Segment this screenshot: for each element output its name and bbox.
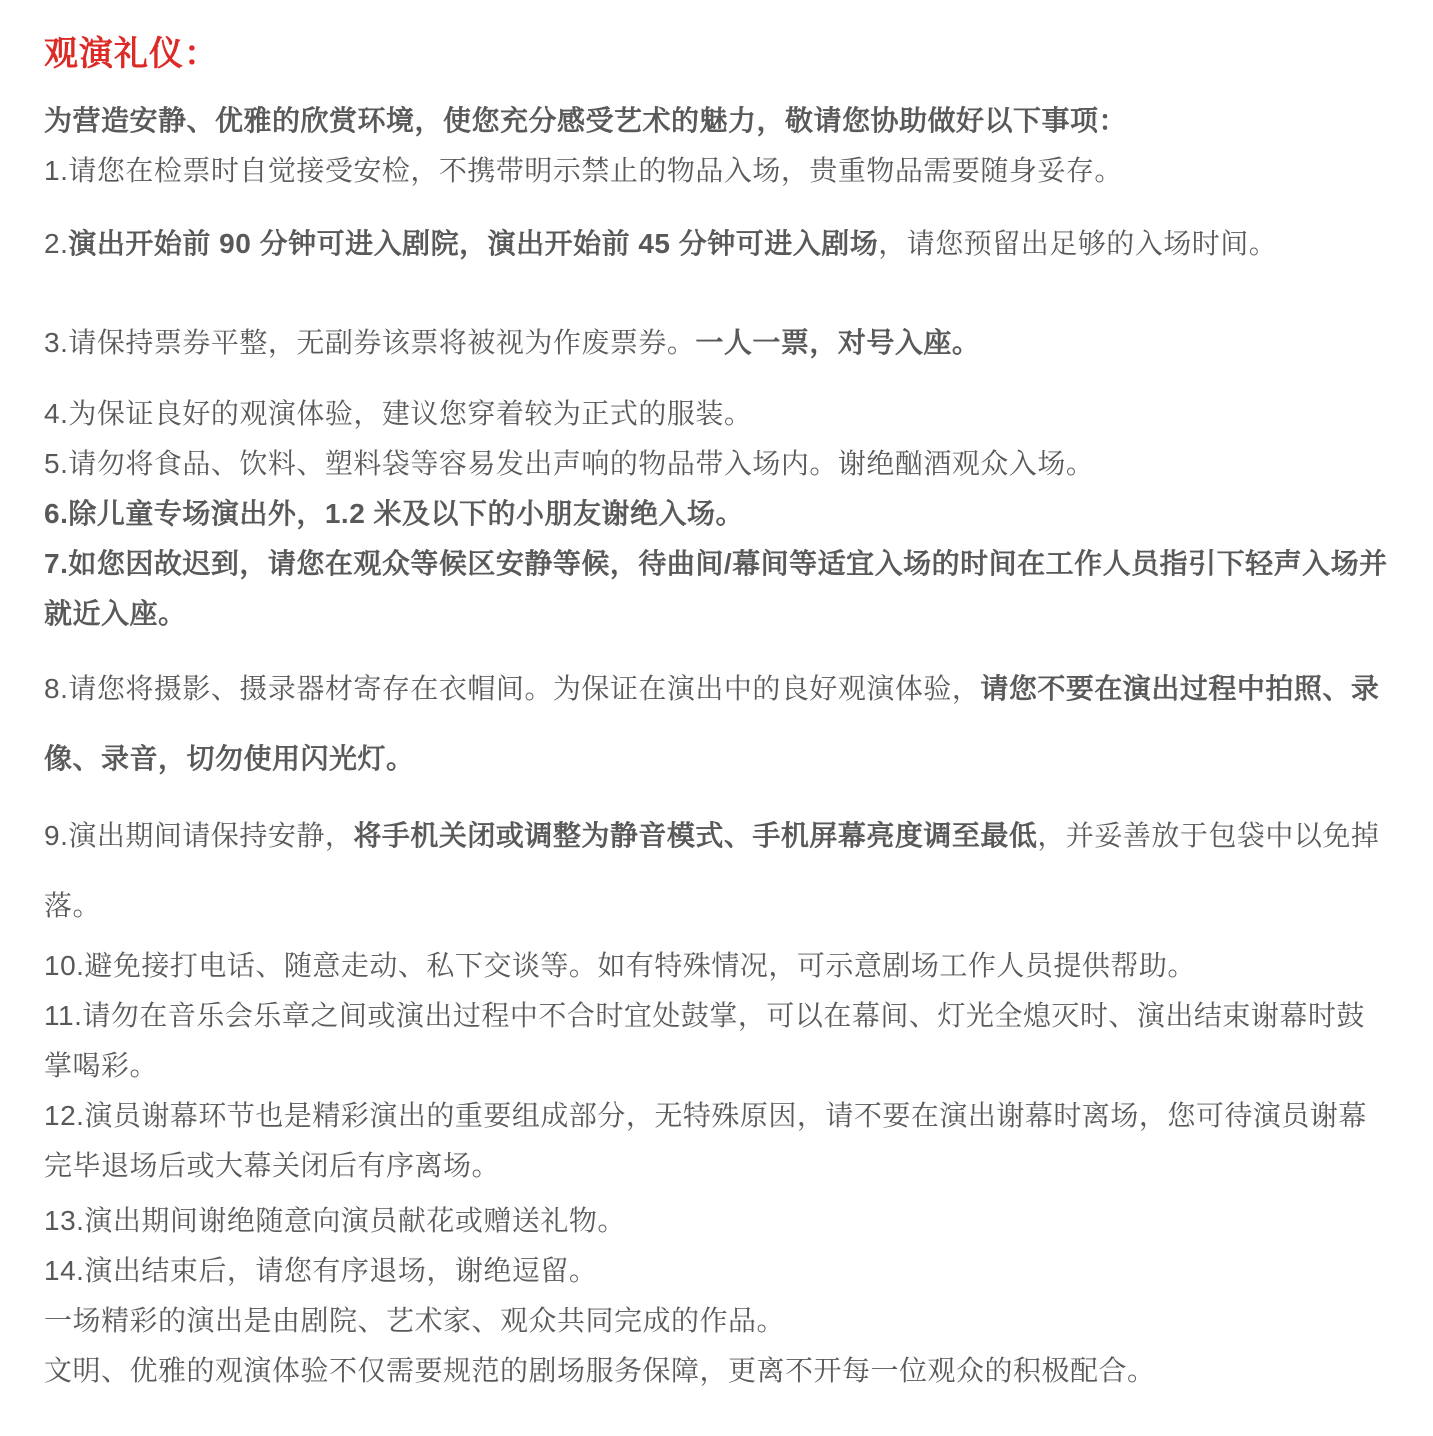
text-segment: 14.演出结束后，请您有序退场，谢绝逗留。 — [44, 1255, 598, 1286]
etiquette-paragraph-15 — [44, 1246, 1393, 1296]
etiquette-paragraph-8 — [44, 539, 1393, 639]
bold-text-segment: 6.除儿童专场演出外，1.2 米及以下的小朋友谢绝入场。 — [44, 498, 745, 529]
text-segment: 5.请勿将食品、饮料、塑料袋等容易发出声响的物品带入场内。谢绝酗酒观众入场。 — [44, 448, 1095, 479]
bold-text-segment: 请您不要在演出过程中拍照、录像、录音，切勿使用闪光灯。 — [44, 673, 1380, 774]
text-segment: 1.请您在检票时自觉接受安检，不携带明示禁止的物品入场，贵重物品需要随身妥存。 — [44, 155, 1123, 186]
etiquette-paragraph-5 — [44, 389, 1393, 439]
etiquette-paragraph-4 — [44, 318, 1393, 368]
text-segment: 3.请保持票券平整，无副券该票将被视为作废票券。 — [44, 327, 696, 358]
etiquette-paragraph-6 — [44, 439, 1393, 489]
text-segment: 4.为保证良好的观演体验，建议您穿着较为正式的服装。 — [44, 398, 753, 429]
text-segment: 11.请勿在音乐会乐章之间或演出过程中不合时宜处鼓掌，可以在幕间、灯光全熄灭时、演出结束谢幕时鼓掌喝彩。 — [44, 1000, 1365, 1081]
text-segment: 13.演出期间谢绝随意向演员献花或赠送礼物。 — [44, 1205, 626, 1236]
etiquette-paragraph-13 — [44, 1091, 1393, 1191]
text-segment: 9.演出期间请保持安静， — [44, 820, 354, 851]
etiquette-paragraph-3 — [44, 219, 1393, 269]
etiquette-paragraph-list — [44, 96, 1393, 1396]
text-segment: ，并妥善放于包袋中以免掉落。 — [44, 820, 1380, 921]
page-title: 观演礼仪： — [44, 35, 219, 73]
etiquette-paragraph-1 — [44, 96, 1393, 146]
etiquette-paragraph-17 — [44, 1346, 1393, 1396]
bold-text-segment: 一人一票，对号入座。 — [695, 327, 981, 358]
etiquette-paragraph-9 — [44, 654, 1393, 794]
text-segment: 12.演员谢幕环节也是精彩演出的重要组成部分，无特殊原因，请不要在演出谢幕时离场，您可待演员谢幕完毕退场后或大幕关闭后有序离场。 — [44, 1100, 1367, 1181]
etiquette-paragraph-16 — [44, 1296, 1393, 1346]
text-segment: 10.避免接打电话、随意走动、私下交谈等。如有特殊情况，可示意剧场工作人员提供帮助。 — [44, 950, 1196, 981]
text-segment: 2. — [44, 228, 69, 259]
etiquette-paragraph-7 — [44, 489, 1393, 539]
etiquette-paragraph-10 — [44, 801, 1393, 941]
text-segment: 文明、优雅的观演体验不仅需要规范的剧场服务保障，更离不开每一位观众的积极配合。 — [44, 1355, 1156, 1386]
bold-text-segment: 演出开始前 90 分钟可进入剧院，演出开始前 45 分钟可进入剧场 — [68, 228, 879, 259]
text-segment: 8.请您将摄影、摄录器材寄存在衣帽间。为保证在演出中的良好观演体验， — [44, 673, 981, 704]
text-segment: ，请您预留出足够的入场时间。 — [878, 228, 1278, 259]
bold-text-segment: 将手机关闭或调整为静音模式、手机屏幕亮度调至最低 — [353, 820, 1038, 851]
text-segment: 一场精彩的演出是由剧院、艺术家、观众共同完成的作品。 — [44, 1305, 786, 1336]
etiquette-paragraph-12 — [44, 991, 1393, 1091]
etiquette-paragraph-14 — [44, 1196, 1393, 1246]
bold-text-segment: 为营造安静、优雅的欣赏环境，使您充分感受艺术的魅力，敬请您协助做好以下事项： — [44, 105, 1128, 136]
bold-text-segment: 7.如您因故迟到，请您在观众等候区安静等候，待曲间/幕间等适宜入场的时间在工作人员指引下轻声入场并就近入座。 — [44, 548, 1388, 629]
etiquette-paragraph-2 — [44, 146, 1393, 196]
etiquette-paragraph-11 — [44, 941, 1393, 991]
